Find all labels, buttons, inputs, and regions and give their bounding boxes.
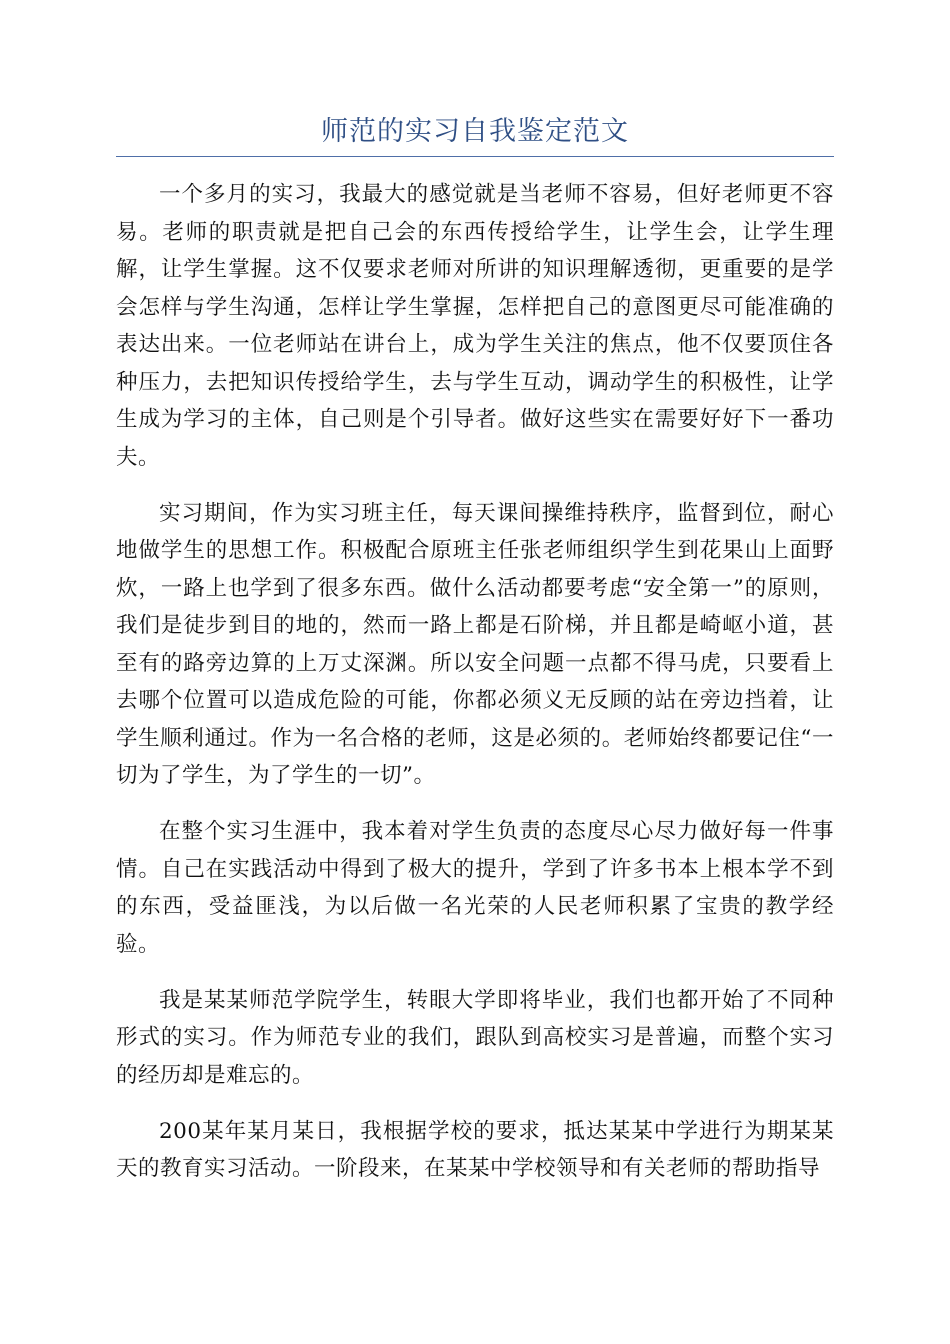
page-title: 师范的实习自我鉴定范文 [321, 116, 629, 147]
paragraph-1: 一个多月的实习，我最大的感觉就是当老师不容易，但好老师更不容易。老师的职责就是把自己会的东西传授给学生，让学生会，让学生理解，让学生掌握。这不仅要求老师对所讲的知识理解透彻，更重要的是学会怎样与学生沟通，怎样让学生掌握，怎样把自己的意图更尽可能准确的表达出来。一位老师站在讲台上，成为学生关注的焦点，他不仅要顶住各种压力，去把知识传授给学生，去与学生互动，调动学生的积极性，让学生成为学习的主体，自己则是个引导者。做好这些实在需要好好下一番功夫。 [116, 182, 834, 470]
paragraph-3: 在整个实习生涯中，我本着对学生负责的态度尽心尽力做好每一件事情。自己在实践活动中得到了极大的提升，学到了许多书本上根本学不到的东西，受益匪浅，为以后做一名光荣的人民老师积累了宝贵的教学经验。 [116, 819, 834, 957]
paragraph-5: 200某年某月某日，我根据学校的要求，抵达某某中学进行为期某某天的教育实习活动。一阶段来，在某某中学校领导和有关老师的帮助指导 [116, 1118, 834, 1181]
paragraph-4: 我是某某师范学院学生，转眼大学即将毕业，我们也都开始了不同种形式的实习。作为师范专业的我们，跟队到高校实习是普遍，而整个实习的经历却是难忘的。 [116, 987, 834, 1088]
document-body [116, 176, 834, 1206]
paragraph-2: 实习期间，作为实习班主任，每天课间操维持秩序，监督到位，耐心地做学生的思想工作。积极配合原班主任张老师组织学生到花果山上面野炊，一路上也学到了很多东西。做什么活动都要考虑“安全第一”的原则，我们是徒步到目的地的，然而一路上都是石阶梯，并且都是崎岖小道，甚至有的路旁边算的上万丈深渊。所以安全问题一点都不得马虎，只要看上去哪个位置可以造成危险的可能，你都必须义无反顾的站在旁边挡着，让学生顺利通过。作为一名合格的老师，这是必须的。老师始终都要记住“一切为了学生，为了学生的一切”。 [116, 500, 834, 788]
title-block [116, 108, 834, 157]
